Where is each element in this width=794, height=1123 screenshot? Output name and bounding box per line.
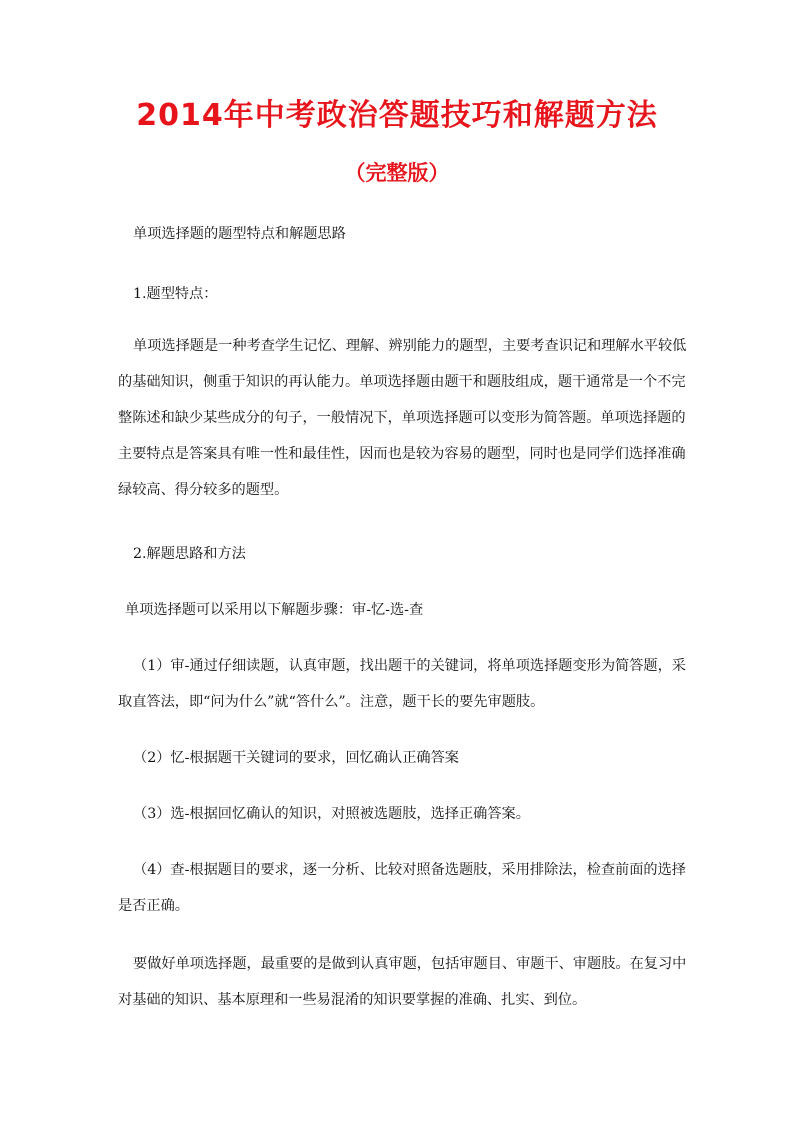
paragraph-line: （4）查-根据题目的要求，逐一分析、比较对照备选题肢，采用排除法，检查前面的选择 xyxy=(133,862,686,878)
subheading-question-features: 1.题型特点： xyxy=(133,286,218,302)
paragraph-line: （1）审-通过仔细读题，认真审题，找出题干的关键词，将单项选择题变形为简答题，采 xyxy=(133,658,686,674)
paragraph-line: 是否正确。 xyxy=(118,898,189,914)
paragraph-line: 绿较高、得分较多的题型。 xyxy=(118,482,289,498)
steps-intro: 单项选择题可以采用以下解题步骤：审-忆-选-查 xyxy=(125,602,424,618)
paragraph-line: 要做好单项选择题，最重要的是做到认真审题，包括审题目、审题干、审题肢。在复习中 xyxy=(133,956,687,972)
paragraph-line: 单项选择题是一种考查学生记忆、理解、辨别能力的题型，主要考查识记和理解水平较低 xyxy=(133,338,687,354)
section-heading: 单项选择题的题型特点和解题思路 xyxy=(133,226,346,242)
paragraph-line: 对基础的知识、基本原理和一些易混淆的知识要掌握的准确、扎实、到位。 xyxy=(118,992,587,1008)
step-2: （2）忆-根据题干关键词的要求，回忆确认正确答案 xyxy=(133,750,459,766)
paragraph-line: 取直答法，即“问为什么”就“答什么”。注意，题干长的要先审题肢。 xyxy=(118,694,545,710)
subheading-method: 2.解题思路和方法 xyxy=(133,546,246,562)
step-3: （3）选-根据回忆确认的知识，对照被选题肢，选择正确答案。 xyxy=(133,806,530,822)
paragraph-line: 的基础知识，侧重于知识的再认能力。单项选择题由题干和题肢组成，题干通常是一个不完 xyxy=(118,374,686,390)
paragraph-line: 整陈述和缺少某些成分的句子，一般情况下，单项选择题可以变形为简答题。单项选择题的 xyxy=(118,410,686,426)
document-subtitle: （完整版） xyxy=(344,161,450,185)
paragraph-line: 主要特点是答案具有唯一性和最佳性，因而也是较为容易的题型，同时也是同学们选择准确 xyxy=(118,446,686,462)
document-title: 2014年中考政治答题技巧和解题方法 xyxy=(136,98,658,133)
